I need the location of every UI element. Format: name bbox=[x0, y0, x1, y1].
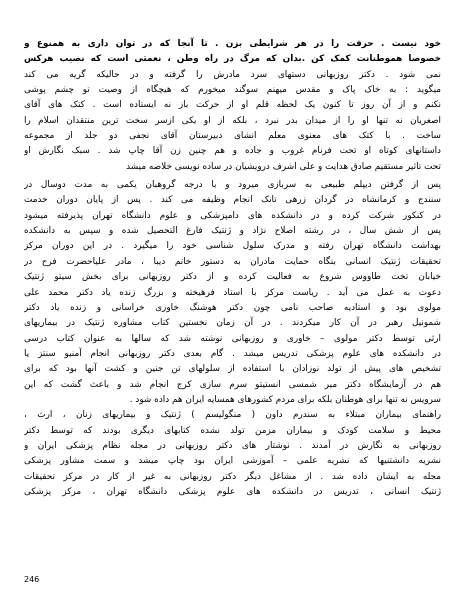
text-line: ساخت . با کتک های معنوی معلم انشای دبیرستان آقای نجفی دو جلد از مجموعه bbox=[24, 131, 441, 142]
text-line: میگوید : به خاک پاک و مقدس میهنم سوگند میخورم که هیچگاه از وصیت تو چشم پوشی bbox=[24, 85, 441, 96]
text-line: خیابان تخت طاووس شروع به فعالیت کرده و از دکتر روزبهانی برای بخش سیتو ژنتیک bbox=[24, 272, 441, 283]
text-line: در دانشکده های علوم پزشکی تدریس میشد . گام بعدی دکتر روزبهانی انجام آمنیو سنتز یا bbox=[24, 348, 441, 359]
paragraph-2 bbox=[24, 178, 441, 500]
text-line-bold: خصوصا هموطنانت کمک کن .بدان که مرگ در راه وطن ، نعمتی است که نصیب هرکس bbox=[24, 54, 441, 65]
text-line: تحت تاثیر مستقیم صادق هدایت و علی اشرف درویشیان در ساده نویسی خلاصه میشد bbox=[126, 161, 441, 172]
text-line: شمونیل رهبر در آن کار میکردند . در آن زمان نخستین کتاب مشاوره ژنتیک در بیماریهای bbox=[24, 318, 441, 329]
text-line: ژنتیک انسانی ، تدریس در دانشکده های علوم پزشکی دانشگاه تهران ، مرکز پزشکی bbox=[24, 486, 441, 497]
text-line: مولوی بود و استادیه صاحب نامی چون دکتر هوشنگ خاوری خراسانی و زنده یاد دکتر bbox=[24, 302, 441, 313]
text-line-bold: خود نیست . حرفت را در هر شرایطی بزن . تا آنجا که در توان داری به همنوع و bbox=[24, 39, 441, 49]
text-line: سنندج و کرمانشاه در گردان زرهی تانک انجام وظیفه می کند . پس از پایان دوران خدمت bbox=[24, 195, 441, 206]
text-line: محیط و سلامت کودک و بیماران مزمن تولد نشده کتابهای دیگری بودند که توسط دکتر bbox=[24, 425, 441, 436]
text-line: تشخیص های پیش از تولد نوزادان با استفاده از سلولهای تن جنین و کشت آنها بود که برای bbox=[24, 364, 441, 375]
page-number: 246 bbox=[24, 575, 40, 584]
text-line: سرویس نه تنها برای هوطنان بلکه برای مردم کشورهای همسایه ایران هم داده شود . bbox=[129, 394, 441, 405]
text-line: تحقیقات ژنتیک انسانی بنگاه حمایت مادران به دستور خانم دیبا ، مادر علیاحضرت فرح در bbox=[24, 256, 441, 267]
text-line: راهنمای بیماران مبتلاء به سندرم داون ( منگولیسم ) ژنتیک و بیماریهای زنان ، ارث ، bbox=[24, 410, 441, 421]
text-line: پس از شش سال ، در رشته اصلاح نژاد و ژنتیک فارغ التحصیل شده و سپس به دانشکده bbox=[24, 226, 441, 237]
paragraph-1 bbox=[24, 37, 441, 175]
text-line: مجله به ایشان داده شد . از مشاغل دیگر دکتر روزبهانی به غیر از کار در مرکز تحقیقات bbox=[24, 471, 441, 482]
text-line: داستانهای کوتاه او تحت فرنام غروب و جاده و هم چنین زن آقا چاپ شد . سبک نگارش او bbox=[24, 146, 441, 157]
text-line: نمی شود . دکتر روزبهانی دستهای سرد مادرش را گرفته و در حالیکه گریه می کند bbox=[24, 69, 441, 80]
text-line: دعوت به عمل می آید . ریاست مرکز با استاد فرهیخته و بزرگ زنده یاد دکتر محمد علی bbox=[24, 287, 441, 298]
text-line: در کنکور شرکت کرده و در دانشکده های دامپزشکی و علوم دانشگاه تهران پذیرفته میشود bbox=[24, 210, 441, 221]
text-line: نشریه دانشتنیها که نشریه علمی – آموزشی ایران بود چاپ میشد و سمت مشاور پزشکی bbox=[24, 456, 441, 467]
text-line: روزبهانی به نگارش در آمدند . نوشتار های دکتر روزبهانی در مجله نظام پزشکی ایران و bbox=[24, 440, 441, 451]
text-line: بهداشت دانشگاه تهران رفته و مدرک سلول شناسی خود را میگیرد . در این دوران مرکز bbox=[24, 241, 441, 252]
text-line: ارثی توسط دکتر مولوی – خاوری و روزبهانی نوشته شد که سالها به عنوان کتاب درسی bbox=[24, 333, 441, 344]
text-line: هم در آزمایشگاه دکتر میر شمسی انستیتو سرم سازی کرج انجام شد و باعث گشت که این bbox=[24, 379, 441, 390]
text-line: اصغریان نه تنها او را از میدان بدر نبرد ، بلکه از او یکی ازسر سخت ترین منتقدان اسلام را bbox=[24, 115, 441, 126]
text-line: نکنم و از آن روز تا کنون یک لحظه قلم او از حرکت باز نه ایستاده است . کتک های آقای bbox=[24, 100, 441, 111]
body-text bbox=[24, 37, 441, 500]
text-line: پس از گرفتن دیپلم طبیعی به سربازی میرود و با درجه گروهبان یکمی به مدت دوسال در bbox=[24, 180, 441, 191]
